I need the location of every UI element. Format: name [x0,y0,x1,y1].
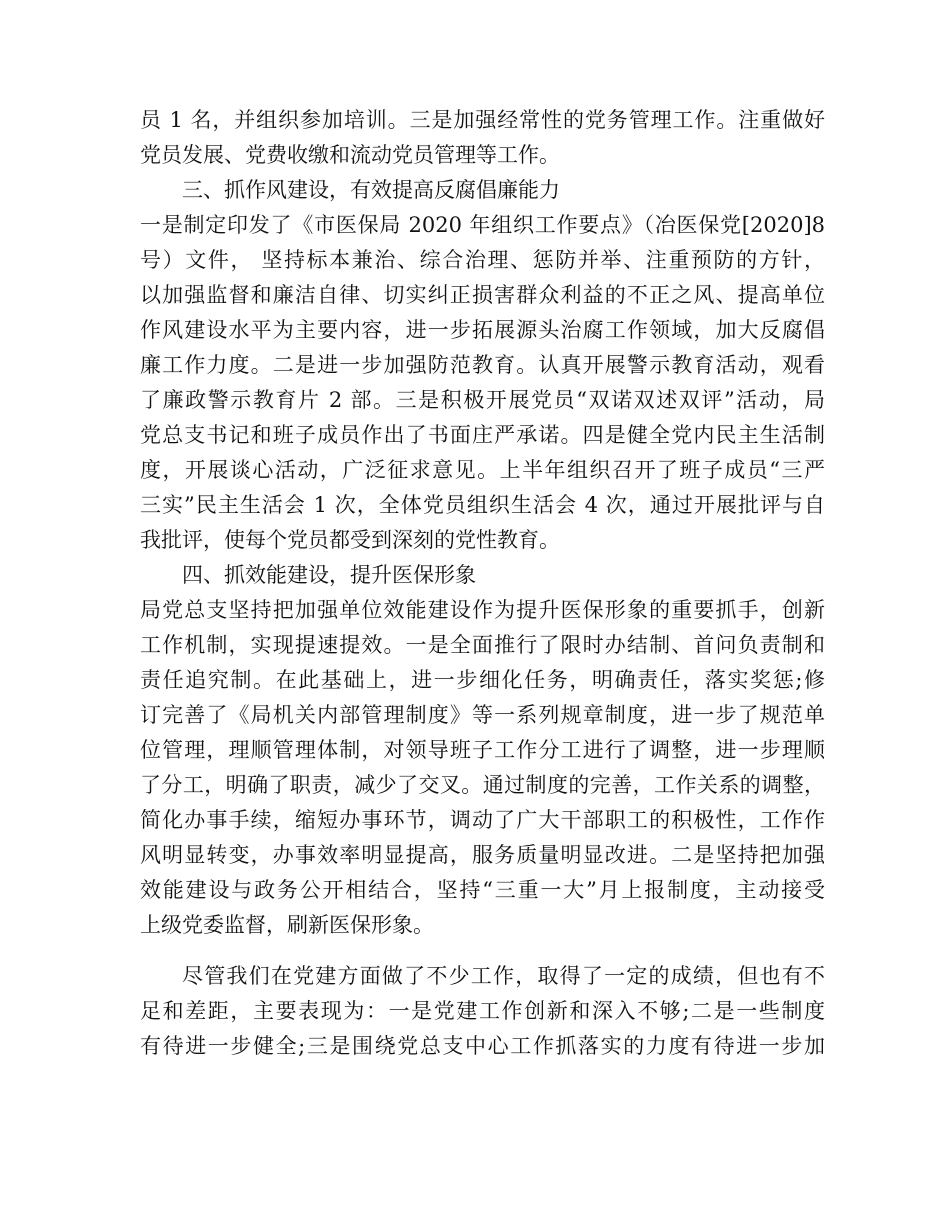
text-line: 尽管我们在党建方面做了不少工作，取得了一定的成绩，但也有不 [182,964,825,988]
text-line: 效能建设与政务公开相结合，坚持“三重一大”月上报制度，主动接受 [140,878,825,902]
text-line: 我批评，使每个党员都受到深刻的党性教育。 [140,528,560,552]
text-line: 有待进一步健全;三是围绕党总支中心工作抓落实的力度有待进一步加 [140,1034,825,1058]
text-line: 风明显转变，办事效率明显提高，服务质量明显改进。二是坚持把加强 [140,843,825,867]
text-line: 工作机制，实现提速提效。一是全面推行了限时办结制、首问负责制和 [140,633,825,657]
text-line: 作风建设水平为主要内容，进一步拓展源头治腐工作领域，加大反腐倡 [140,318,825,342]
text-line: 位管理，理顺管理体制，对领导班子工作分工进行了调整，进一步理顺 [140,738,825,762]
section-heading: 四、抓效能建设，提升医保形象 [182,563,476,587]
section-heading: 三、抓作风建设，有效提高反腐倡廉能力 [182,178,560,202]
text-line: 足和差距，主要表现为：一是党建工作创新和深入不够;二是一些制度 [140,999,825,1023]
text-line: 党员发展、党费收缴和流动党员管理等工作。 [140,143,560,167]
text-line: 廉工作力度。二是进一步加强防范教育。认真开展警示教育活动，观看 [140,353,825,377]
text-line: 员 1 名，并组织参加培训。三是加强经常性的党务管理工作。注重做好 [140,108,825,132]
text-line: 了分工，明确了职责，减少了交叉。通过制度的完善，工作关系的调整， [140,773,825,797]
text-line: 责任追究制。在此基础上，进一步细化任务，明确责任，落实奖惩;修 [140,668,825,692]
text-line: 号）文件， 坚持标本兼治、综合治理、惩防并举、注重预防的方针， [140,248,825,272]
text-line: 度，开展谈心活动，广泛征求意见。上半年组织召开了班子成员“三严 [140,458,825,482]
text-line: 一是制定印发了《市医保局 2020 年组织工作要点》（冶医保党[2020]8 [140,213,825,237]
text-line: 了廉政警示教育片 2 部。三是积极开展党员“双诺双述双评”活动，局 [140,388,825,412]
text-line: 订完善了《局机关内部管理制度》等一系列规章制度，进一步了规范单 [140,703,825,727]
text-line: 上级党委监督，刷新医保形象。 [140,913,434,937]
text-line: 局党总支坚持把加强单位效能建设作为提升医保形象的重要抓手，创新 [140,598,825,622]
text-line: 以加强监督和廉洁自律、切实纠正损害群众利益的不正之风、提高单位 [140,283,825,307]
text-line: 党总支书记和班子成员作出了书面庄严承诺。四是健全党内民主生活制 [140,423,825,447]
document-body [140,103,825,1064]
text-line: 三实”民主生活会 1 次，全体党员组织生活会 4 次，通过开展批评与自 [140,493,825,517]
text-line: 简化办事手续，缩短办事环节，调动了广大干部职工的积极性，工作作 [140,808,825,832]
